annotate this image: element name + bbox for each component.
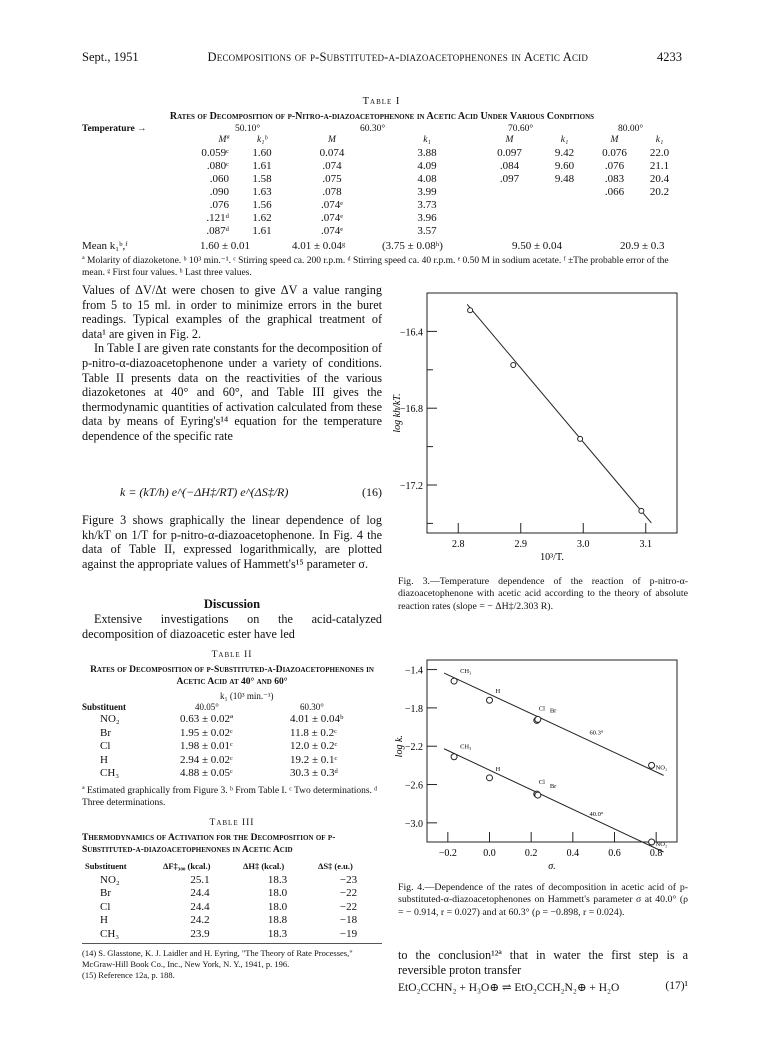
table-cell <box>592 212 637 225</box>
discussion-heading: Discussion <box>203 597 261 611</box>
table-cell: .080ᶜ <box>206 160 229 172</box>
table-cell: .060 <box>209 173 229 185</box>
table-cell: 9.48 <box>554 173 575 185</box>
table-cell: 18.3 <box>267 873 288 886</box>
table-cell <box>482 225 537 238</box>
left-column-text <box>82 283 382 444</box>
table-cell: 22.0 <box>649 147 670 159</box>
y-tick-label: −3.0 <box>404 818 423 830</box>
table-cell: 1.63 <box>252 186 272 198</box>
table-cell: 0.097 <box>497 147 522 159</box>
table-cell: .074ᵉ <box>320 199 344 211</box>
table2-title: Table II <box>211 650 253 660</box>
col-head: k₁ <box>655 135 664 145</box>
table-cell: 1.60 <box>252 147 272 159</box>
table-cell: −22 <box>339 887 358 899</box>
y-tick-label: −2.6 <box>404 780 423 792</box>
table-cell: 3.99 <box>417 186 437 198</box>
equation-number: (16) <box>362 485 382 499</box>
table-cell <box>637 212 682 225</box>
table-row <box>82 754 382 768</box>
table3-caption: Thermodynamics of Activation for the Decomposition of p-Substituted-α-diazoacetophenones in Acetic Acid <box>82 833 336 855</box>
x-tick-label: 2.8 <box>452 539 465 550</box>
paragraph: to the conclusion¹²ª that in water the first step is a reversible proton transfer <box>398 948 688 977</box>
data-point <box>451 754 457 760</box>
x-tick-label: 2.9 <box>514 539 527 550</box>
figure-4-caption: Fig. 4.—Dependence of the rates of decomposition in acetic acid of p-substituted-α-diazoacetophenones on Hammett's parameter σ at 40.0° (ρ = − 0.914, r = 0.027) and at 60.3° (ρ = −0.898, r = 0.024). <box>398 882 688 918</box>
table-cell: Cl <box>100 740 111 752</box>
table-cell: 12.0 ± 0.2ᶜ <box>290 740 338 752</box>
table-cell <box>537 186 592 199</box>
table-cell: .074 <box>322 160 342 172</box>
table-cell: 3.57 <box>417 225 437 237</box>
table-cell: 3.96 <box>417 212 437 224</box>
data-point <box>649 762 655 768</box>
data-point <box>578 436 583 441</box>
table-cell <box>592 199 637 212</box>
equation-number: (17)¹ <box>665 980 688 992</box>
table-cell: 3.73 <box>417 199 437 211</box>
table-cell <box>482 199 537 212</box>
table-cell <box>637 225 682 238</box>
table-cell: H <box>100 914 108 926</box>
table2-footnote: ª Estimated graphically from Figure 3. ᵇ From Table I. ᶜ Two determinations. ᵈ Three determinations. <box>82 786 378 808</box>
y-tick-label: −16.4 <box>399 327 423 339</box>
point-label: NO₂ <box>655 764 668 772</box>
table-cell: 24.4 <box>190 887 210 899</box>
table-cell: 4.09 <box>417 160 437 172</box>
table-cell: .066 <box>604 186 625 198</box>
table-cell: 24.2 <box>190 914 210 926</box>
col-head: M <box>328 135 336 145</box>
point-label: CH₃ <box>460 743 472 751</box>
table-cell: 1.58 <box>252 173 272 185</box>
mean-50: 1.60 ± 0.01 <box>200 240 251 252</box>
table1-temp-2: 60.30° <box>360 124 386 134</box>
point-label: Cl <box>538 705 545 713</box>
table-cell: .076 <box>209 199 229 211</box>
table-cell: 1.56 <box>252 199 272 211</box>
series-label: 40.0° <box>589 811 604 819</box>
y-tick-label: −17.2 <box>399 481 423 492</box>
table-cell <box>482 186 537 199</box>
table-row <box>82 874 382 888</box>
y-tick-label: −1.8 <box>404 703 423 715</box>
table-cell: 11.8 ± 0.2ᶜ <box>290 726 337 739</box>
x-tick-label: 0.8 <box>649 848 663 859</box>
table-cell: NO₂ <box>100 873 120 886</box>
right-column-text <box>398 948 688 977</box>
table-cell: 19.2 ± 0.1ᶜ <box>290 753 338 766</box>
table-cell: 4.88 ± 0.05ᶜ <box>180 767 233 779</box>
equation: k = (kT/h) e^(−ΔH‡/RT) e^(ΔS‡/R) <box>120 485 289 499</box>
data-point <box>535 716 541 722</box>
table1-header-row <box>82 134 682 147</box>
table-cell: .121ᵈ <box>206 212 229 224</box>
paragraph: Figure 3 shows graphically the linear dependence of log kh/kT on 1/T for p-nitro-α-diazoacetophenone. In Fig. 4 the data of Table II, expressed logarithmically, are plotted against the appropriate values of Hammett's¹⁵ parameter σ. <box>82 513 382 571</box>
point-label: H <box>495 688 501 696</box>
table-cell <box>537 199 592 212</box>
table1-caption: Rates of Decomposition of p-Nitro-α-diazoacetophenone in Acetic Acid Under Various Conditions <box>169 111 595 122</box>
data-point <box>487 697 493 703</box>
table-cell: 1.98 ± 0.01ᶜ <box>180 740 233 752</box>
y-tick-label: −1.4 <box>404 665 423 677</box>
table-cell: 9.60 <box>554 160 575 172</box>
table-cell: −22 <box>339 900 358 913</box>
plot-frame <box>427 660 677 842</box>
footnote-rule <box>82 943 382 944</box>
x-axis-label: σ. <box>548 861 556 872</box>
table-cell: .076 <box>604 160 625 172</box>
col-head: M <box>610 135 619 145</box>
col-head: M <box>505 135 514 145</box>
table-cell: 1.61 <box>252 160 272 172</box>
reference-14: (14) S. Glasstone, K. J. Laidler and H. Eyring, "The Theory of Rate Processes," McGraw-Hill Book Co., Inc., New York, N. Y., 1941, p. 196. <box>82 948 353 969</box>
table-row <box>82 767 382 781</box>
table-row <box>82 887 382 901</box>
table-cell: 1.95 ± 0.02ᶜ <box>180 726 233 739</box>
point-label: Cl <box>538 779 545 787</box>
table1-temp-3: 70.60° <box>508 124 534 134</box>
point-label: NO₂ <box>655 841 668 848</box>
col-head: ΔF‡₃₀₀ (kcal.) <box>163 861 211 871</box>
x-tick-label: 0.0 <box>483 848 496 859</box>
references <box>82 948 382 981</box>
table-cell: 18.3 <box>267 927 288 940</box>
mean-70: 9.50 ± 0.04 <box>512 240 563 252</box>
table-cell: Br <box>100 726 111 739</box>
data-point <box>535 792 541 798</box>
table-cell <box>537 212 592 225</box>
table-cell: 0.63 ± 0.02ª <box>180 713 234 725</box>
point-label: Br <box>549 707 557 715</box>
mean-60b: (3.75 ± 0.08ʰ) <box>382 240 443 252</box>
table-cell: CH₃ <box>100 927 120 940</box>
mean-80: 20.9 ± 0.3 <box>620 240 665 252</box>
table3 <box>82 860 382 941</box>
x-tick-label: 0.2 <box>524 848 538 859</box>
table3-title: Table III <box>209 818 255 828</box>
equation-16 <box>120 485 382 500</box>
table-cell: .083 <box>604 173 625 185</box>
col-head: Substituent <box>85 861 127 871</box>
col-head: k₁ᵇ <box>256 135 268 145</box>
series-label: 60.3° <box>589 729 604 737</box>
reference-15: (15) Reference 12a, p. 188. <box>82 970 175 980</box>
data-point <box>468 308 473 313</box>
data-point <box>649 839 655 845</box>
table-cell <box>637 199 682 212</box>
table-row <box>82 740 382 754</box>
table-cell: .074ᵉ <box>320 225 344 237</box>
running-header <box>82 50 682 65</box>
table-cell: 18.0 <box>267 900 288 913</box>
point-label: CH₃ <box>460 668 472 676</box>
table-cell: 20.4 <box>649 173 670 185</box>
table-cell <box>537 225 592 238</box>
table-cell: H <box>100 753 108 766</box>
x-tick-label: 3.0 <box>577 539 590 550</box>
table-cell: 0.059ᶜ <box>201 147 229 159</box>
table-row <box>82 225 682 238</box>
x-tick-label: 0.6 <box>608 848 621 859</box>
table-row <box>82 727 382 741</box>
col-head: ΔH‡ (kcal.) <box>243 861 285 871</box>
data-point <box>487 775 493 781</box>
table-row <box>82 186 682 199</box>
table2 <box>82 713 382 781</box>
table-cell: CH₃ <box>100 767 120 779</box>
table-cell: Br <box>100 887 111 899</box>
y-tick-label: −2.2 <box>404 742 423 754</box>
table-cell: 23.9 <box>190 927 210 940</box>
table3-header-row <box>82 860 382 874</box>
table-cell <box>482 212 537 225</box>
x-axis-label: 10³/T. <box>540 552 564 563</box>
table-cell: 1.61 <box>252 225 272 237</box>
y-tick-label: −16.8 <box>399 404 423 416</box>
y-axis-label: log k. <box>394 735 405 758</box>
point-label: Br <box>549 783 557 791</box>
table-row <box>82 147 682 160</box>
table-cell: 4.08 <box>417 173 437 185</box>
figure-4-chart <box>372 652 692 882</box>
table-row <box>82 173 682 186</box>
fit-line <box>467 304 651 523</box>
table-cell: .075 <box>322 173 342 185</box>
paragraph: In Table I are given rate constants for the decomposition of p-nitro-α-diazoacetophenone under a variety of conditions. Table II presents data on the reactivities of the various diazoketones at 40° and 60°, and Table III gives the thermodynamic quantities of activation calculated from these data by means of Eyring's¹⁴ equation for the temperature dependence of the specific rate <box>82 341 382 443</box>
y-axis-label: log kh/kT. <box>392 393 403 433</box>
table2-k-head: k₁ (10³ min.⁻¹) <box>220 691 274 701</box>
table-cell: 18.8 <box>267 914 288 926</box>
table-cell: 1.62 <box>252 212 272 224</box>
table-row <box>82 199 682 212</box>
col-head: k₁ <box>560 135 569 145</box>
page-number: 4233 <box>657 50 682 64</box>
table-cell: 25.1 <box>190 873 210 886</box>
fit-line <box>444 673 664 775</box>
table-cell: .087ᵈ <box>206 225 229 237</box>
x-tick-label: −0.2 <box>438 848 457 859</box>
table-cell: −23 <box>339 873 358 886</box>
table1-mean-row <box>82 240 692 252</box>
table-cell: 0.074 <box>319 147 345 159</box>
col-head: Mª <box>218 135 229 145</box>
table-row <box>82 160 682 173</box>
table-cell <box>592 225 637 238</box>
table-row <box>82 713 382 727</box>
table1-temp-4: 80.00° <box>618 124 644 134</box>
point-label: H <box>495 765 501 773</box>
fit-line <box>444 749 664 852</box>
data-point <box>451 678 457 684</box>
table-cell: −19 <box>339 927 358 940</box>
table-cell: .074ᵉ <box>320 212 344 224</box>
x-tick-label: 3.1 <box>639 539 652 550</box>
paragraph: Values of ΔV/Δt were chosen to give ΔV a value ranging from 5 to 15 ml. in order to minimize errors in the buret readings. Typical examples of the graphical treatment of data¹ are given in Fig. 2. <box>82 283 382 341</box>
table-cell: −18 <box>339 914 358 926</box>
table-cell: .097 <box>499 173 520 185</box>
header-date: Sept., 1951 <box>82 50 139 64</box>
header-title: Decompositions of p-Substituted-α-diazoacetophenones in Acetic Acid <box>207 50 589 64</box>
mean-label: Mean k₁ᵇ,ᶠ <box>82 240 128 252</box>
table-cell: .084 <box>499 160 520 172</box>
data-point <box>511 363 516 368</box>
col-head: k₁ <box>423 135 431 145</box>
table-row <box>82 914 382 928</box>
table-cell: 4.01 ± 0.04ᵇ <box>290 713 344 725</box>
table1-footnote: ª Molarity of diazoketone. ᵇ 10³ min.⁻¹. ᶜ Stirring speed ca. 200 r.p.m. ᵈ Stirring speed ca. 40 r.p.m. ᵉ 0.50 M in sodium acetate. ᶠ ±The probable error of the mean. ᵍ First four values. ʰ Last three values. <box>82 256 669 278</box>
data-point <box>639 508 644 513</box>
x-tick-label: 0.4 <box>566 848 580 859</box>
left-column-text-2 <box>82 513 382 571</box>
table1-title: Table I <box>362 96 401 107</box>
paragraph: Extensive investigations on the acid-catalyzed decomposition of diazoacetic ester have led <box>82 612 382 641</box>
table-row <box>82 901 382 915</box>
table1 <box>82 134 682 238</box>
plot-frame <box>427 293 677 533</box>
left-column-text-3 <box>82 612 382 641</box>
table-row <box>82 928 382 942</box>
table2-sub-head: Substituent <box>82 702 127 712</box>
table1-temp-label: Temperature → <box>82 124 147 134</box>
col-head: ΔS‡ (e.u.) <box>318 861 353 871</box>
table-cell: .090 <box>209 186 229 198</box>
table-row <box>82 212 682 225</box>
table-cell: NO₂ <box>100 713 120 725</box>
table-cell: .078 <box>322 186 342 198</box>
table2-temp-40: 40.05° <box>195 702 219 712</box>
equation: EtO₂CCHN₂ + H₃O⊕ ⇌ EtO₂CCH₂N₂⊕ + H₂O <box>398 982 620 994</box>
table-cell: 18.0 <box>267 887 288 899</box>
table-cell: 0.076 <box>602 147 627 159</box>
table-cell: 24.4 <box>190 900 210 913</box>
equation-17 <box>398 980 688 994</box>
mean-60a: 4.01 ± 0.04ᵍ <box>292 240 346 252</box>
figure-3-chart <box>372 285 692 585</box>
table-cell: 9.42 <box>554 147 575 159</box>
table-cell: 21.1 <box>649 160 670 172</box>
table-cell: 2.94 ± 0.02ᶜ <box>180 753 233 766</box>
figure-3-caption: Fig. 3.—Temperature dependence of the reaction of p-nitro-α-diazoacetophenone with acetic acid according to the theory of absolute reaction rates (slope = − ΔH‡/2.303 R). <box>398 576 688 612</box>
table2-temp-60: 60.30° <box>300 702 324 712</box>
table-cell: 30.3 ± 0.3ᵈ <box>290 767 338 779</box>
table-cell: 20.2 <box>649 186 670 198</box>
table1-temp-1: 50.10° <box>235 124 261 134</box>
table2-caption: Rates of Decomposition of p-Substituted-α-Diazoacetophenones in Acetic Acid at 40° and 60° <box>90 665 374 687</box>
table-cell: Cl <box>100 900 111 913</box>
table-cell: 3.88 <box>417 147 437 159</box>
